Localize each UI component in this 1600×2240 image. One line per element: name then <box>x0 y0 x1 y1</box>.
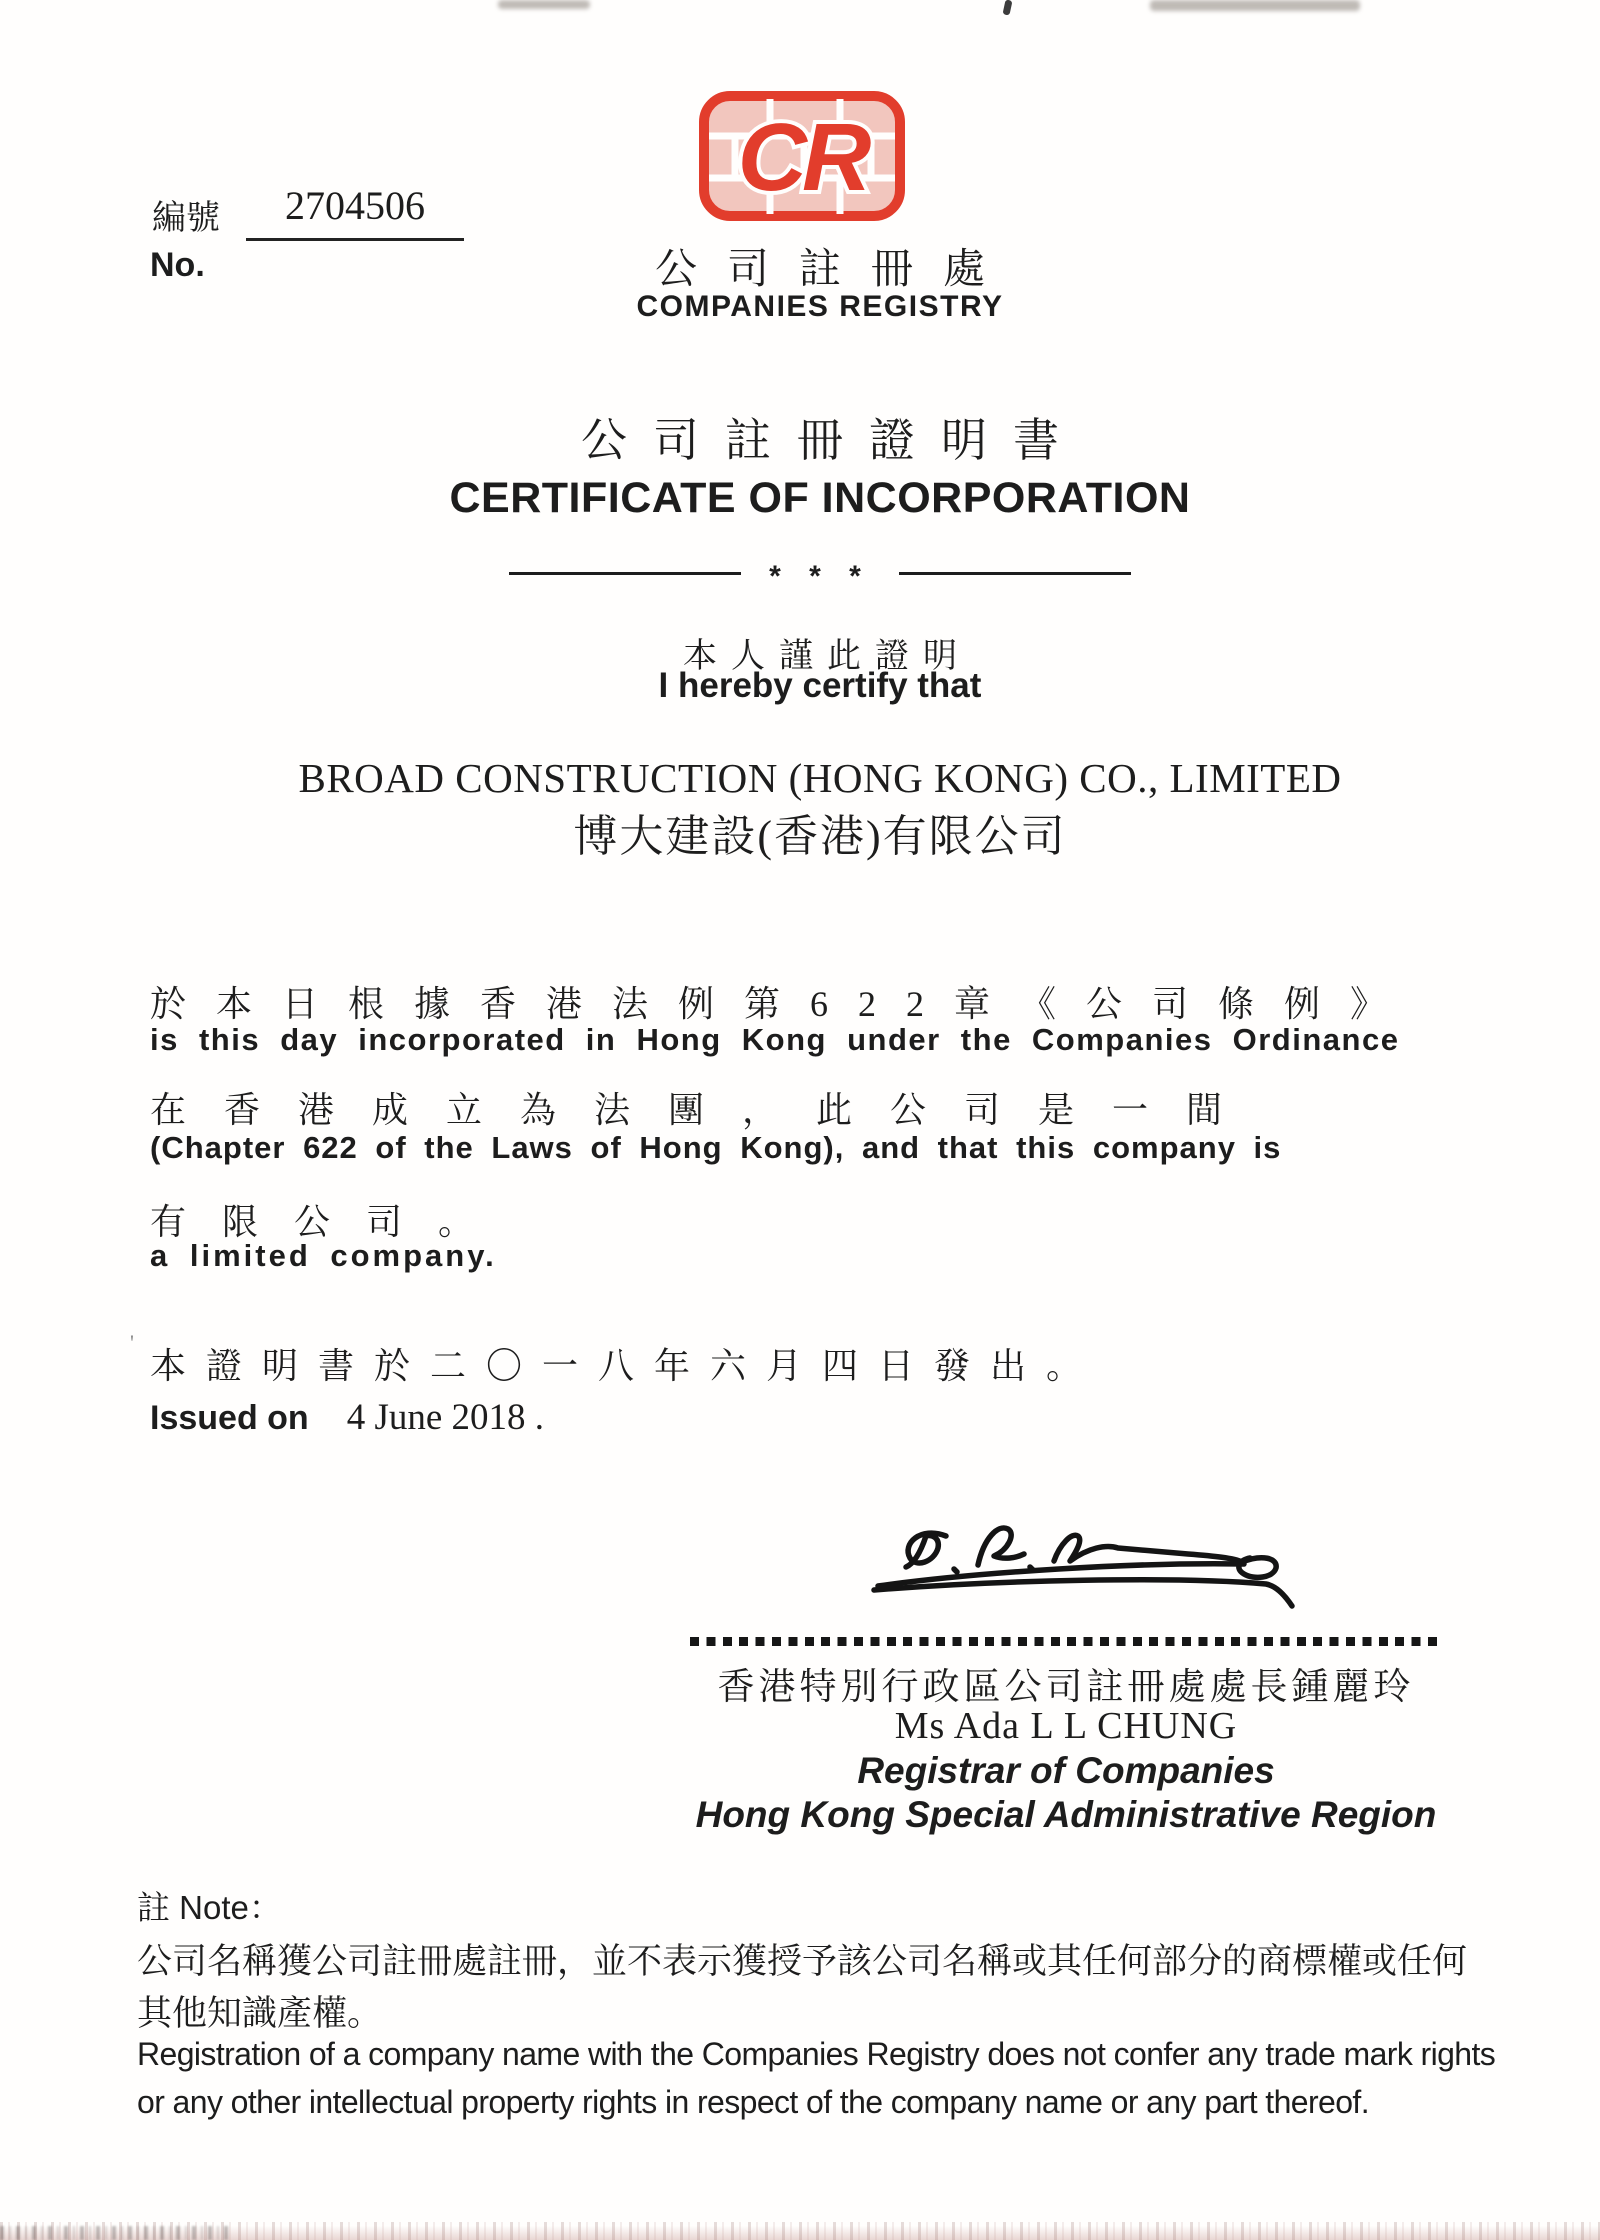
issue-date-value: 4 June 2018 . <box>346 1397 545 1438</box>
issue-statement-cn: 本證明書於二〇一八年六月四日發出。 <box>150 1346 1103 1386</box>
registrar-name: Ms Ada L L CHUNG <box>894 1705 1238 1747</box>
body-line2-en: (Chapter 622 of the Laws of Hong Kong), and that this company is <box>150 1130 1282 1165</box>
certify-statement-en: I hereby certify that <box>658 666 982 705</box>
divider-rule-right <box>899 572 1131 575</box>
serial-number-label-en: No. <box>150 246 205 284</box>
note-en-line1: Registration of a company name with the Companies Registry does not confer any trade mark rights <box>137 2036 1496 2072</box>
registry-name-cn: 公司註冊處 <box>654 247 1015 293</box>
scan-mark-top-center <box>1003 0 1013 16</box>
company-name-en: BROAD CONSTRUCTION (HONG KONG) CO., LIMITED <box>298 755 1342 801</box>
scan-smudge-top-right <box>1150 0 1360 11</box>
body-line3-cn: 有限公司。 <box>150 1202 511 1242</box>
body-line2-cn: 在香港成立為法團，此公司是一間 <box>150 1090 1261 1130</box>
scan-tick-artifact: ' <box>130 1330 134 1355</box>
cr-logo-icon <box>698 90 906 222</box>
issued-on-label: Issued on <box>150 1399 309 1437</box>
note-label: 註 Note： <box>137 1889 282 1926</box>
cr-logo-initials: CR <box>737 104 867 211</box>
company-name-cn: 博大建設(香港)有限公司 <box>573 812 1067 861</box>
body-line3-en: a limited company. <box>150 1238 497 1273</box>
note-cn-line2: 其他知識產權。 <box>137 1994 383 2033</box>
title-divider <box>20 556 1600 593</box>
serial-number-label-cn: 編號 <box>152 200 220 237</box>
scan-noise-bottom <box>0 2222 1600 2240</box>
scan-smudge-top-left <box>498 0 590 9</box>
issue-statement-en <box>150 1396 544 1439</box>
divider-stars: * * * <box>769 560 871 593</box>
note-en-line2: or any other intellectual property rights in respect of the company name or any part thereof. <box>137 2084 1369 2120</box>
serial-number-value: 2704506 <box>285 183 425 228</box>
signature-dotted-line <box>690 1637 1442 1646</box>
divider-rule-left <box>509 572 741 575</box>
registrar-title-en: Registrar of Companies <box>857 1750 1275 1791</box>
registrar-title-cn: 香港特別行政區公司註冊處處長鍾麗玲 <box>717 1667 1415 1708</box>
certify-statement-cn: 本人謹此證明 <box>683 638 971 675</box>
registrar-region: Hong Kong Special Administrative Region <box>695 1794 1437 1835</box>
note-cn-line1: 公司名稱獲公司註冊處註冊，並不表示獲授予該公司名稱或其任何部分的商標權或任何 <box>137 1942 1468 1981</box>
document-title-cn: 公司註冊證明書 <box>581 415 1085 466</box>
body-line1-en: is this day incorporated in Hong Kong under the Companies Ordinance <box>150 1022 1400 1057</box>
document-title-en: CERTIFICATE OF INCORPORATION <box>449 474 1191 522</box>
companies-registry-logo <box>698 90 906 227</box>
registry-name-en: COMPANIES REGISTRY <box>636 290 1004 323</box>
scan-noise-bottom-left <box>0 2226 230 2240</box>
body-line1-cn: 於本日根據香港法例第622章《公司條例》 <box>150 984 1417 1024</box>
